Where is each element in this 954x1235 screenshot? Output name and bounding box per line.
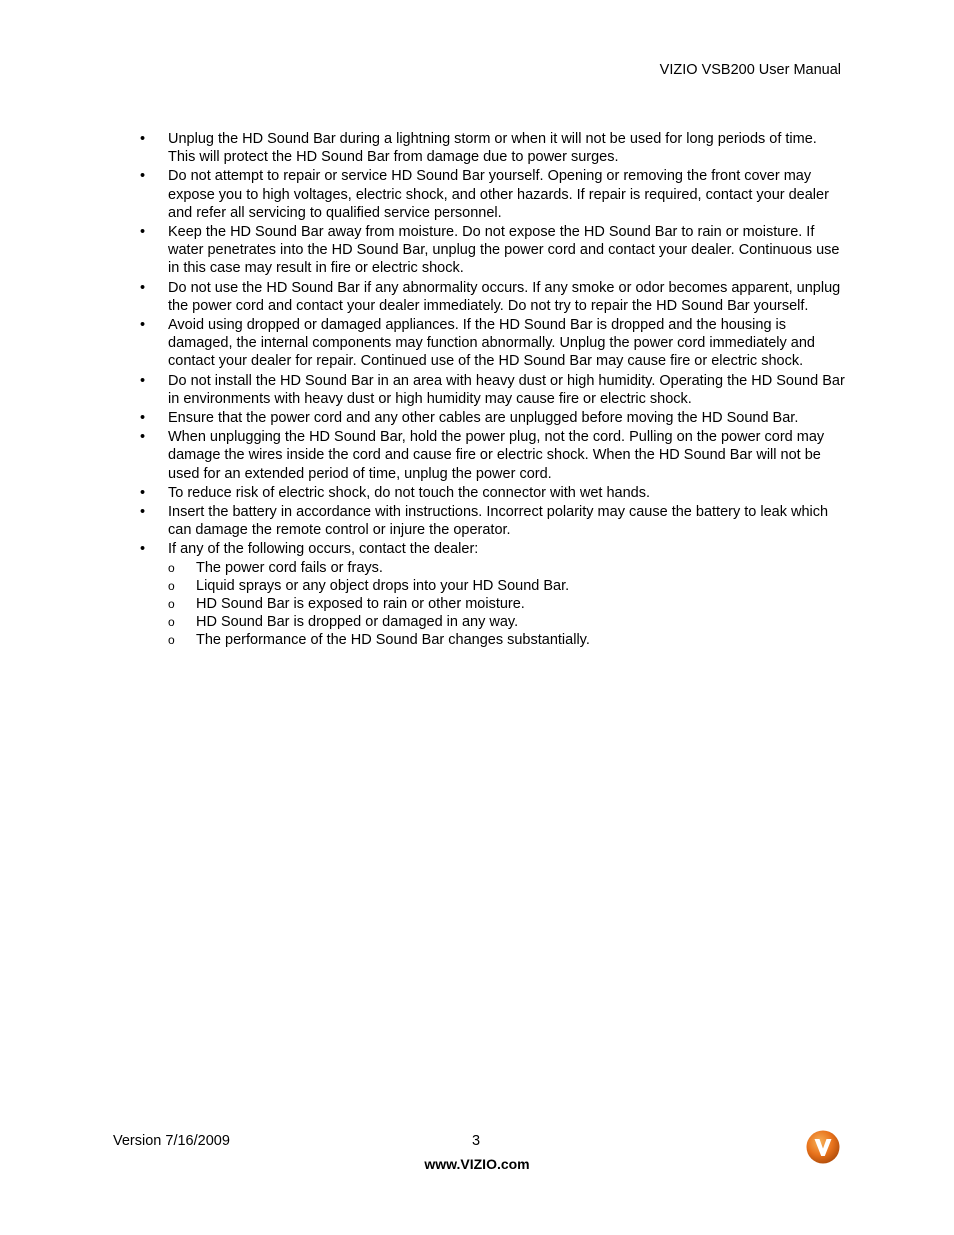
- bullet-icon: •: [140, 279, 146, 296]
- bullet-icon: •: [140, 317, 146, 334]
- list-item: [140, 503, 845, 539]
- bullet-icon: •: [140, 372, 146, 389]
- website-url: www.VIZIO.com: [424, 1156, 530, 1172]
- list-item-text: Ensure that the power cord and any other cables are unplugged before moving the HD Sound Bar.: [168, 410, 799, 427]
- safety-instructions: [140, 130, 845, 651]
- sub-list-item-text: HD Sound Bar is exposed to rain or other moisture.: [196, 596, 525, 613]
- list-item: [140, 130, 845, 166]
- sub-list-item: [140, 631, 845, 649]
- sub-list-item: [140, 577, 845, 595]
- bullet-icon: •: [140, 504, 146, 521]
- sub-list-item: [140, 613, 845, 631]
- list-item-text: Do not install the HD Sound Bar in an area with heavy dust or high humidity. Operating the HD Sound Bar in environments with heavy dust or high humidity may cause fire or electric shock.: [168, 372, 845, 407]
- list-item: [140, 372, 845, 408]
- hollow-bullet-icon: o: [168, 578, 175, 593]
- logo-circle: [807, 1131, 840, 1164]
- hollow-bullet-icon: o: [168, 633, 175, 648]
- bullet-icon: •: [140, 131, 146, 147]
- sub-list-item-text: HD Sound Bar is dropped or damaged in any way.: [196, 614, 519, 631]
- list-item: [140, 316, 845, 371]
- sub-bullet-list: [140, 559, 845, 650]
- bullet-icon: •: [140, 168, 146, 185]
- page-number: 3: [472, 1133, 481, 1149]
- list-item: [140, 167, 845, 222]
- hollow-bullet-icon: o: [168, 615, 175, 630]
- bullet-icon: •: [140, 410, 146, 427]
- sub-list-item-text: Liquid sprays or any object drops into your HD Sound Bar.: [196, 577, 570, 594]
- bullet-list: [140, 130, 845, 650]
- list-item-text: Do not use the HD Sound Bar if any abnormality occurs. If any smoke or odor becomes apparent, unplug the power cord and contact your dealer immediately. Do not try to repair the HD Sound Bar yourself.: [168, 279, 841, 314]
- version-label: Version 7/16/2009: [113, 1133, 230, 1149]
- list-item: [140, 409, 845, 427]
- list-item-text: Avoid using dropped or damaged appliances. If the HD Sound Bar is dropped and the housing is damaged, the internal components may function abnormally. Unplug the power cord immediately and contact your dealer for repair. Continued use of the HD Sound Bar may cause fire or electric shock.: [168, 317, 815, 370]
- bullet-icon: •: [140, 429, 146, 446]
- list-item: [140, 223, 845, 278]
- list-item-text: Insert the battery in accordance with instructions. Incorrect polarity may cause the battery to leak which can damage the remote control or injure the operator.: [168, 504, 829, 539]
- hollow-bullet-icon: o: [168, 597, 175, 612]
- running-header: [660, 61, 841, 79]
- hollow-bullet-icon: o: [168, 560, 175, 575]
- list-item: [140, 540, 845, 649]
- list-item: [140, 428, 845, 483]
- list-item-text: Do not attempt to repair or service HD Sound Bar yourself. Opening or removing the front cover may expose you to high voltages, electric shock, and other hazards. If repair is required, contact your dealer and refer all servicing to qualified service personnel.: [168, 168, 829, 221]
- vizio-v-logo-icon: [806, 1130, 840, 1164]
- list-item-text: Unplug the HD Sound Bar during a lightning storm or when it will not be used for long periods of time. This will protect the HD Sound Bar from damage due to power surges.: [168, 131, 817, 166]
- vizio-logo-svg: [806, 1130, 840, 1164]
- bullet-icon: •: [140, 541, 146, 558]
- bullet-icon: •: [140, 224, 146, 241]
- sub-list-item: [140, 595, 845, 613]
- sub-list-item-text: The performance of the HD Sound Bar changes substantially.: [196, 632, 590, 649]
- list-item: [140, 279, 845, 315]
- manual-title: VIZIO VSB200 User Manual: [659, 62, 841, 78]
- list-item: [140, 484, 845, 502]
- bullet-icon: •: [140, 484, 146, 501]
- sub-list-item: [140, 559, 845, 577]
- list-item-text: If any of the following occurs, contact the dealer:: [168, 541, 479, 558]
- list-item-text: When unplugging the HD Sound Bar, hold the power plug, not the cord. Pulling on the power cord may damage the wires inside the cord and cause fire or electric shock. When the HD Sound Bar will not be used for an extended period of time, unplug the power cord.: [168, 429, 825, 482]
- list-item-text: To reduce risk of electric shock, do not touch the connector with wet hands.: [168, 484, 650, 501]
- sub-list-item-text: The power cord fails or frays.: [196, 559, 383, 576]
- list-item-text: Keep the HD Sound Bar away from moisture. Do not expose the HD Sound Bar to rain or moisture. If water penetrates into the HD Sound Bar, unplug the power cord and contact your dealer. Continuous use in this case may result in fire or electric shock.: [168, 224, 840, 277]
